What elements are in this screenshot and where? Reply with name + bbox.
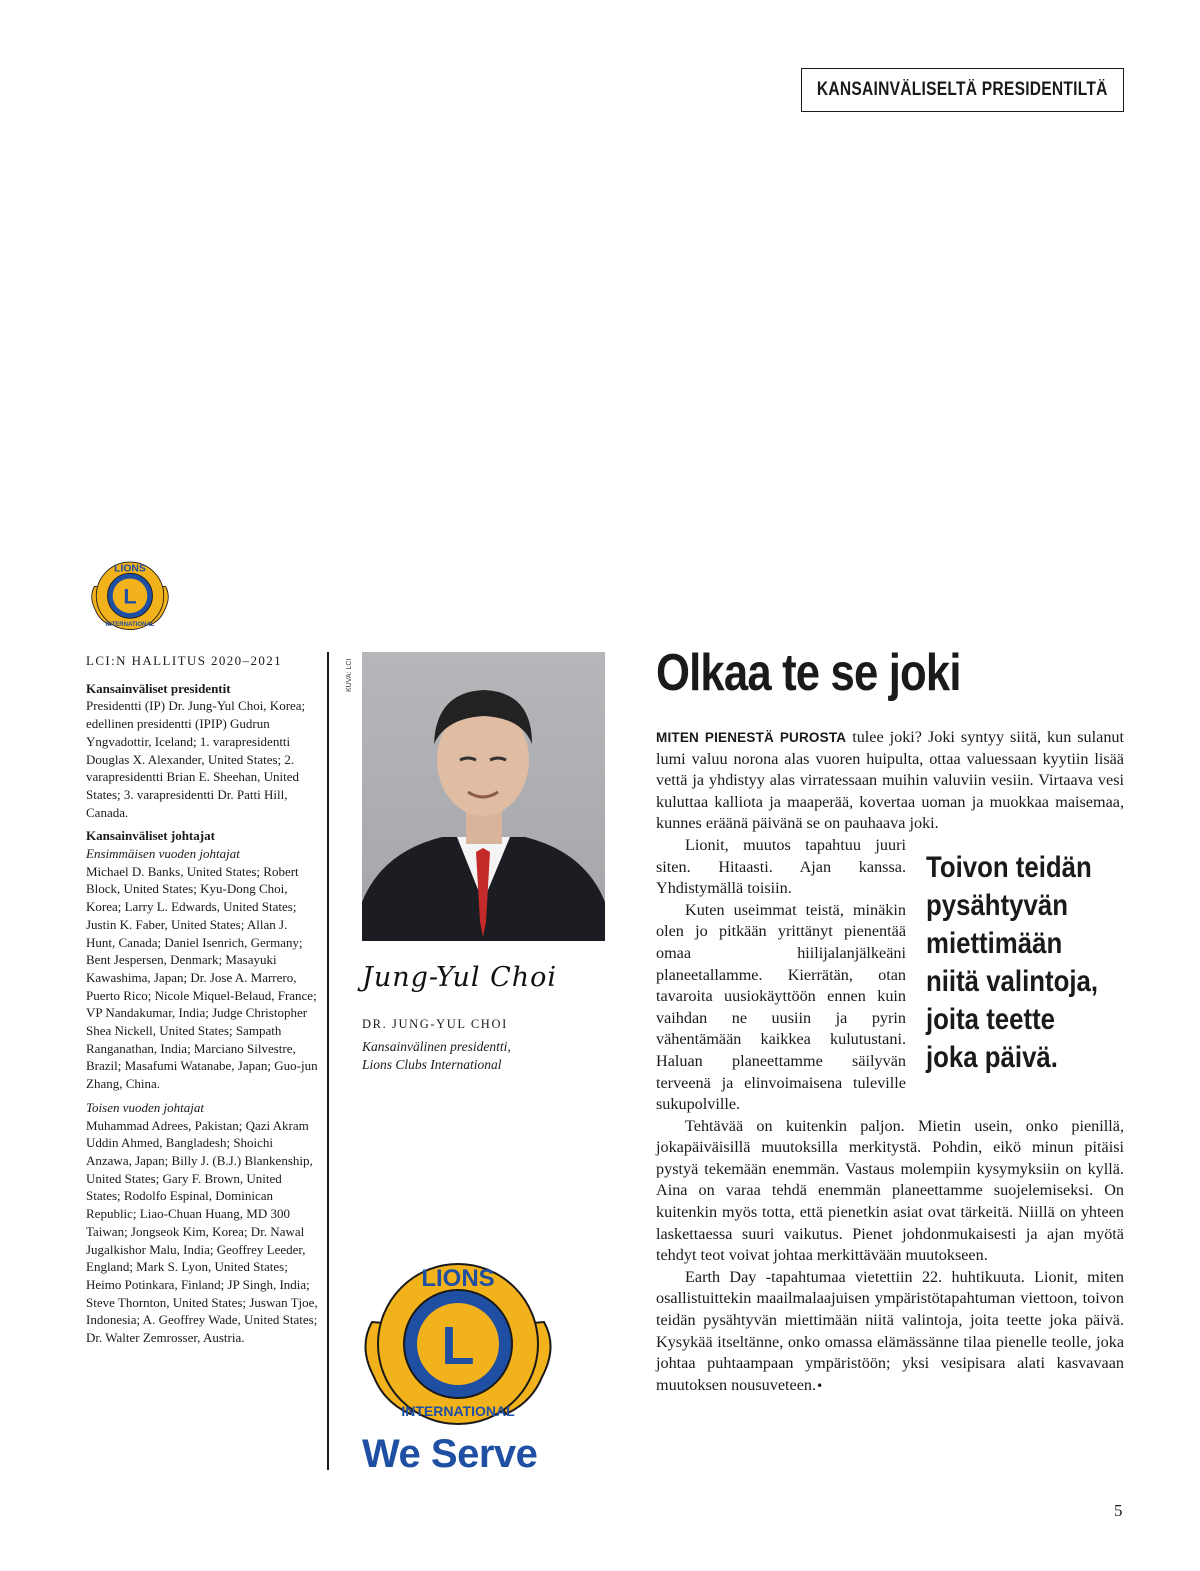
pull-quote-line: joka päivä.: [926, 1040, 1058, 1074]
photo-credit: KUVA: LCI: [346, 658, 353, 692]
presidents-text: Presidentti (IP) Dr. Jung-Yul Choi, Korea; edellinen presidentti (IPIP) Gudrun Yngvadottir, Iceland; 1. varapresidentti Douglas X. Alexander, United States; 2. varapresidentti Brian E. Sheehan, United States; 3. varapresidentti Dr. Patti Hill, Canada.: [86, 698, 306, 820]
article-paragraph-5: [656, 1267, 1124, 1398]
logo-large-bottom-text: INTERNATIONAL: [401, 1403, 515, 1419]
second-year-text: Muhammad Adrees, Pakistan; Qazi Akram Uddin Ahmed, Bangladesh; Shoichi Anzawa, Japan; Billy J. (B.J.) Blankenship, United States; Gary F. Brown, United States; Rodolfo Espinal, Dominican Republic; Liao-Chuan Huang, MD 300 Taiwan; Jongseok Kim, Korea; Dr. Nawal Jugalkishor Malu, India; Geoffrey Leeder, England; Mark S. Lyon, United States; Heimo Potinkara, Finland; JP Singh, India; Steve Thornton, United States; Juswan Tjoe, Indonesia; A. Geoffrey Wade, United States; Dr. Walter Zemrosser, Austria.: [86, 1117, 318, 1346]
person-title-line1: Kansainvälinen presidentti,: [362, 1039, 511, 1054]
pull-quote-line: Toivon teidän: [926, 850, 1092, 884]
signature: Jung-Yul Choi: [362, 962, 558, 993]
logo-bottom-text: INTERNATIONAL: [105, 622, 155, 629]
portrait-illustration: [362, 652, 605, 941]
presidents-section: [86, 680, 318, 822]
second-year-heading: Toisen vuoden johtajat: [86, 1099, 204, 1115]
pull-quote-line: joita teette: [926, 1002, 1056, 1036]
board-title: LCI:N HALLITUS 2020–2021: [86, 653, 283, 668]
second-year-section: [86, 1099, 318, 1347]
pull-quote: [926, 849, 1124, 1077]
logo-letter: L: [123, 583, 137, 609]
article-paragraph-4: Tehtävää on kuitenkin paljon. Mietin usein, onko pienillä, jokapäiväisillä muutoksilla merkitystä. Pohdin, eikö minun pitäisi pystyä tekemään enemmän. Vastaus molempiin kysymyksiin on kyllä. Aina on varaa tehdä enemmän planeettamme suojelemiseksi. On kuitenkin myös totta, että pienetkin asiat ovat tärkeitä. Niillä on yhteen laskettaessa suuri vaikutus. Pienet johdonmukaisesti ja ajan myötä tehdyt teot voivat johtaa merkittävään muutokseen.: [656, 1116, 1124, 1265]
page-number: 5: [1114, 1501, 1123, 1520]
article-body: [656, 727, 1124, 1397]
column-divider: [327, 652, 329, 1470]
article-paragraph-1: [656, 727, 1124, 835]
end-mark: •: [816, 1378, 824, 1393]
logo-top-text: LIONS: [114, 563, 146, 575]
we-serve-motto: We Serve: [362, 1432, 538, 1476]
person-title: [362, 1038, 511, 1074]
portrait-photo: [362, 652, 605, 941]
article-headline: Olkaa te se joki: [656, 644, 961, 702]
pull-quote-line: miettimään: [926, 926, 1063, 960]
logo-large-letter: L: [441, 1316, 475, 1376]
lions-emblem: [92, 562, 169, 629]
logo-large-top-text: LIONS: [421, 1265, 495, 1292]
lions-logo-large: [358, 1252, 558, 1437]
pull-quote-line: pysähtyvän: [926, 888, 1068, 922]
first-year-heading: Ensimmäisen vuoden johtajat: [86, 846, 240, 862]
presidents-heading: Kansainväliset presidentit: [86, 680, 231, 696]
directors-heading: Kansainväliset johtajat: [86, 828, 215, 844]
article-paragraph-3: Kuten useimmat teistä, minäkin olen jo pitkään yrittänyt pienentää omaa hiilijalanjälkeäni planeetallamme. Kierrätän, otan tavaroita uusiokäyttöön ennen kuin vaihdan ne uusiin ja pyrin vähentämään kaikkea kulutustani. Haluan planeettamme säilyvän terveenä ja elinvoimaisena tuleville sukupolville.: [656, 900, 906, 1114]
article-p1-text: tulee joki? Joki syntyy siitä, kun sulanut lumi valuu norona alas vuoren huipulta, ottaa valuessaan kyytiin lisää vettä ja yhdistyy alas virratessaan muihin valuviin vesiin. Virtaava vesi kuluttaa kalliota ja maaperää, kovertaa uoman ja muokkaa maisemaa, kunnes eräänä päivänä se on pauhaava joki.: [656, 728, 1125, 833]
article-p5-text: Earth Day -tapahtumaa vietettiin 22. huhtikuuta. Lionit, miten osallistuittekin maailmalaajuisen ympäristötapahtuman viettoon, toivon teidän pysähtyvän miettimään niitä valintoja, joita teette joka päivä. Kysykää itseltänne, onko omassa elämässänne tilaa pienelle teolle, joka johtaa puhtaampaan ympäristöön; yksi vesipisara alati kasvavaan muutoksen nousuveteen.: [656, 1267, 1124, 1394]
person-title-line2: Lions Clubs International: [362, 1057, 502, 1072]
article-lead: MITEN PIENESTÄ PUROSTA: [656, 730, 847, 745]
first-year-text: Michael D. Banks, United States; Robert Block, United States; Kyu-Dong Choi, Korea; Larry L. Edwards, United States; Justin K. Faber, United States; Allan J. Hunt, Canada; Daniel Isenrich, Germany; Bent Jespersen, Denmark; Masayuki Kawashima, Japan; Dr. Jose A. Marrero, Puerto Rico; Nicole Miquel-Belaud, France; VP Nandakumar, India; Judge Christopher Shea Nickell, United States; Sampath Ranganathan, India; Marciano Silvestre, Brazil; Masafumi Watanabe, Japan; Guo-jun Zhang, China.: [86, 863, 318, 1092]
person-name: DR. JUNG-YUL CHOI: [362, 1017, 508, 1031]
section-label: KANSAINVÄLISELTÄ PRESIDENTILTÄ: [801, 68, 1124, 112]
board-column: [86, 652, 318, 1353]
article-paragraph-2: Lionit, muutos tapahtuu juuri siten. Hitaasti. Ajan kanssa. Yhdistymällä toisiin.: [656, 835, 906, 898]
lions-emblem-large: [365, 1264, 550, 1424]
first-year-section: [86, 827, 318, 1093]
pull-quote-line: niitä valintoja,: [926, 964, 1099, 998]
lions-logo-small: [85, 556, 175, 636]
